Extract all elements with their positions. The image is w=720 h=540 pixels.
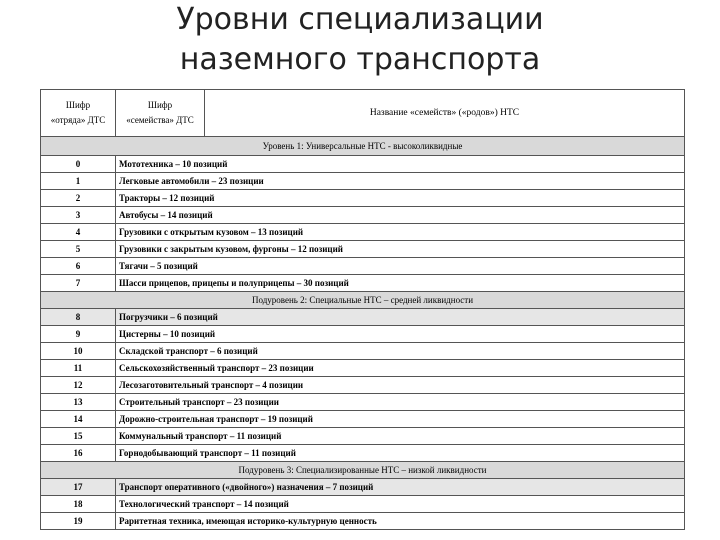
row-code: 18	[41, 496, 116, 513]
row-code: 11	[41, 360, 116, 377]
row-code: 8	[41, 309, 116, 326]
row-code: 10	[41, 343, 116, 360]
transport-catalog-table	[40, 89, 685, 530]
row-code: 16	[41, 445, 116, 462]
row-name: Погрузчики – 6 позиций	[116, 309, 685, 326]
row-code: 1	[41, 173, 116, 190]
row-name: Коммунальный транспорт – 11 позиций	[116, 428, 685, 445]
level-title: Уровень 1: Универсальные НТС - высоколиквидные	[41, 137, 685, 156]
row-name: Горнодобывающий транспорт – 11 позиций	[116, 445, 685, 462]
table-row	[41, 377, 685, 394]
row-name: Автобусы – 14 позиций	[116, 207, 685, 224]
level-row	[41, 292, 685, 309]
table-row	[41, 360, 685, 377]
table-row	[41, 309, 685, 326]
level-title: Подуровень 2: Специальные НТС – средней ликвидности	[41, 292, 685, 309]
row-name: Мототехника – 10 позиций	[116, 156, 685, 173]
table-row	[41, 496, 685, 513]
row-code: 13	[41, 394, 116, 411]
row-code: 5	[41, 241, 116, 258]
title-line-2: наземного транспорта	[179, 42, 541, 77]
header-family-code	[116, 90, 205, 137]
row-name: Цистерны – 10 позиций	[116, 326, 685, 343]
header-family-code-line1: Шифр	[147, 100, 173, 110]
table-row	[41, 479, 685, 496]
row-name: Складской транспорт – 6 позиций	[116, 343, 685, 360]
row-code: 15	[41, 428, 116, 445]
header-order-code	[41, 90, 116, 137]
row-name: Сельскохозяйственный транспорт – 23 позиции	[116, 360, 685, 377]
header-order-code-line2: «отряда» ДТС	[50, 115, 106, 125]
table-row	[41, 190, 685, 207]
table-row	[41, 207, 685, 224]
row-name: Строительный транспорт – 23 позиции	[116, 394, 685, 411]
row-code: 12	[41, 377, 116, 394]
table-row	[41, 343, 685, 360]
table-row	[41, 173, 685, 190]
table-row	[41, 428, 685, 445]
table-row	[41, 241, 685, 258]
row-name: Транспорт оперативного («двойного») назначения – 7 позиций	[116, 479, 685, 496]
level-title: Подуровень 3: Специализированные НТС – низкой ликвидности	[41, 462, 685, 479]
row-code: 19	[41, 513, 116, 530]
row-name: Раритетная техника, имеющая историко-культурную ценность	[116, 513, 685, 530]
row-name: Шасси прицепов, прицепы и полуприцепы – 30 позиций	[116, 275, 685, 292]
table-row	[41, 445, 685, 462]
table-row	[41, 394, 685, 411]
row-name: Грузовики с открытым кузовом – 13 позиций	[116, 224, 685, 241]
row-code: 2	[41, 190, 116, 207]
row-name: Лесозаготовительный транспорт – 4 позиции	[116, 377, 685, 394]
row-code: 9	[41, 326, 116, 343]
row-name: Дорожно-строительная транспорт – 19 позиций	[116, 411, 685, 428]
header-family-code-line2: «семейства» ДТС	[126, 115, 194, 125]
header-name: Название «семейств» («родов») НТС	[205, 90, 685, 137]
slide-title	[0, 0, 720, 80]
row-name: Тягачи – 5 позиций	[116, 258, 685, 275]
level-row	[41, 137, 685, 156]
row-code: 3	[41, 207, 116, 224]
table-row	[41, 411, 685, 428]
row-code: 0	[41, 156, 116, 173]
table-row	[41, 513, 685, 530]
row-code: 14	[41, 411, 116, 428]
level-row	[41, 462, 685, 479]
table-row	[41, 326, 685, 343]
row-name: Легковые автомобили – 23 позиции	[116, 173, 685, 190]
table-row	[41, 224, 685, 241]
title-line-1: Уровни специализации	[176, 2, 544, 37]
row-name: Технологический транспорт – 14 позиций	[116, 496, 685, 513]
table-row	[41, 258, 685, 275]
row-name: Тракторы – 12 позиций	[116, 190, 685, 207]
row-name: Грузовики с закрытым кузовом, фургоны – 12 позиций	[116, 241, 685, 258]
table-header-row	[41, 90, 685, 137]
row-code: 17	[41, 479, 116, 496]
table-row	[41, 275, 685, 292]
table-row	[41, 156, 685, 173]
row-code: 4	[41, 224, 116, 241]
row-code: 7	[41, 275, 116, 292]
row-code: 6	[41, 258, 116, 275]
header-order-code-line1: Шифр	[65, 100, 91, 110]
